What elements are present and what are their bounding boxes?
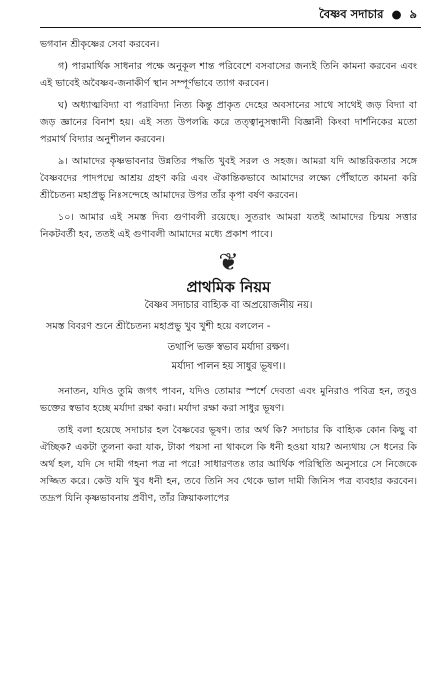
paragraph-10: ১০। আমার এই সমস্ত দিব্য গুণাবলী রয়েছে। সুতরাং আমরা যতই আমাদের চিন্ময় সত্তার নিকটবর্তী হব, ততই এই গুণাবলী আমাদের মধ্যে প্রকাশ পাবে। xyxy=(40,212,417,240)
paragraph-gha: ঘ) অধ্যাত্মবিদ্যা বা পরাবিদ্যা নিত্য কিন্তু প্রাকৃত দেহের অবসানের সাথে সাথেই জড় বিদ্যা বা জড় জ্ঞানের বিনাশ হয়। এই সত্য উপলব্ধি করে তত্ত্বানুসন্ধানী বিজ্ঞানী কিংবা দার্শনিকের মতো পরমার্থ বিদ্যার অনুশীলন করবেন। xyxy=(40,100,417,145)
section-title: প্রাথমিক নিয়ম xyxy=(186,278,271,296)
verse-line-1: তথাপি ভক্ত স্বভাব মর্যাদা রক্ষণ। xyxy=(167,342,290,353)
section-subtitle: বৈষ্ণব সদাচার বাহ্যিক বা অপ্রয়োজনীয় নয়। xyxy=(144,300,313,311)
page-body xyxy=(40,36,417,512)
page-number: ৯ xyxy=(409,7,417,21)
floral-ornament-icon: ❦ xyxy=(218,248,239,276)
paragraph-sadachar: তাই বলা হয়েছে সদাচার হল বৈষ্ণবের ভূষণ। তার অর্থ কি? সদাচার কি বাহ্যিক কোন কিছু বা ঐচ্ছিক? একটা তুলনা করা যাক, টাকা পয়সা না থাকলে কি ধনী হওয়া যায়? অন্যথায় সে ধনের কি অর্থ হল, যদি সে দামী গহনা পত্র না পরে! সাধারণতঃ তার আর্থিক পরিস্থিতি অনুসারে সে নিজেকে সজ্জিত করে। কেউ যদি খুব ধনী হন, তবে তিনি সব থেকে ভাল দামী জিনিস পত্র ব্যবহার করবেন। তদ্রূপ যিনি কৃষ্ণভাবনায় প্রবীণ, তাঁর ক্রিয়াকলাপের xyxy=(40,425,417,504)
running-header xyxy=(40,6,417,25)
quote-intro: সমস্ত বিবরণ শুনে শ্রীচৈতন্য মহাপ্রভু খুব খুশী হয়ে বললেন - xyxy=(46,321,271,332)
running-header-title: বৈষ্ণব সদাচার xyxy=(319,7,384,21)
paragraph-9: ৯। আমাদের কৃষ্ণভাবনার উন্নতির পদ্ধতি খুবই সরল ও সহজ। আমরা যদি আন্তরিকতার সঙ্গে বৈষ্ণবদের পাদপদ্মে আশ্রয় গ্রহণ করি এবং ঐকান্তিকভাবে আমাদের লক্ষ্যে পৌঁছাতে কামনা করি শ্রীচৈতন্য মহাপ্রভু নিঃসন্দেহে আমাদের উপর তাঁর কৃপা বর্ষণ করবেন। xyxy=(40,156,417,201)
paragraph-ga: গ) পারমার্থিক সাধনার পক্ষে অনুকূল শান্ত পরিবেশে বসবাসের জন্যই তিনি কামনা করবেন এবং এই ভাবেই অবৈষ্ণব-জনাকীর্ণ স্থান সম্পূর্ণভাবে ত্যাগ করবেন। xyxy=(40,61,417,89)
verse-line-2: মর্যাদা পালন হয় সাধুর ভূষণ।। xyxy=(171,361,286,372)
paragraph-sanatana: সনাতন, যদিও তুমি জগৎ পাবন, যদিও তোমার স্পর্শে দেবতা এবং মুনিরাও পবিত্র হন, তবুও ভক্তের স্বভাব হচ্ছে মর্যাদা রক্ষা করা। মর্যাদা রক্ষা করা সাধুর ভূষণ। xyxy=(40,386,417,414)
header-rule xyxy=(40,27,421,28)
header-bullet-icon: ● xyxy=(391,7,402,21)
paragraph-continuation: ভগবান শ্রীকৃষ্ণের সেবা করবেন। xyxy=(40,39,160,50)
